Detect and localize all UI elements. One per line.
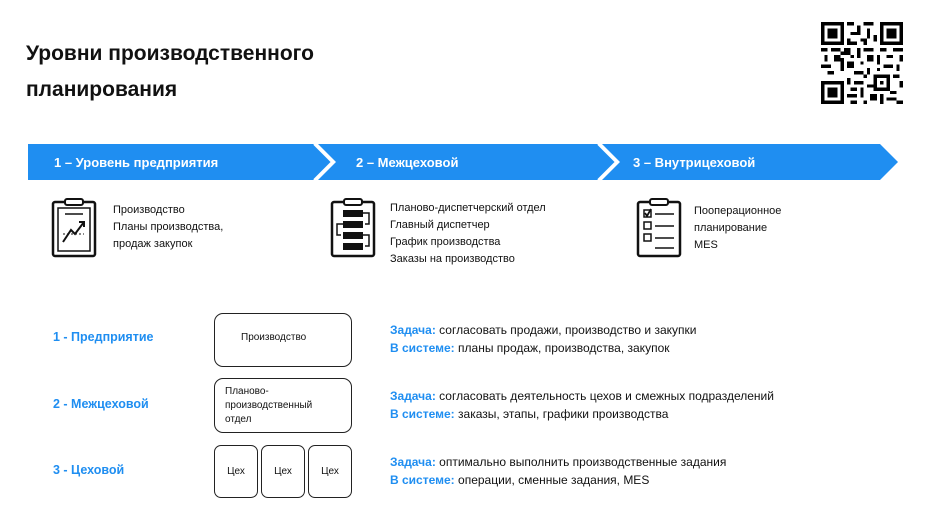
- system-text: операции, сменные задания, MES: [458, 473, 650, 487]
- shop-box: [261, 445, 305, 498]
- stage-label-2: 2 – Межцеховой: [356, 155, 459, 170]
- system-text: заказы, этапы, графики производства: [458, 407, 669, 421]
- task-key: Задача:: [390, 455, 436, 469]
- level-1-label: 1 - Предприятие: [53, 330, 154, 344]
- system-key: В системе:: [390, 407, 455, 421]
- system-text: планы продаж, производства, закупок: [458, 341, 670, 355]
- stage-1-line: Производство: [113, 204, 185, 216]
- stage-label-3: 3 – Внутрицеховой: [633, 155, 756, 170]
- task-key: Задача:: [390, 389, 436, 403]
- level-1-box-text: Производство: [241, 332, 307, 343]
- stage-3-line: Пооперационное: [694, 205, 782, 217]
- task-key: Задача:: [390, 323, 436, 337]
- shop-label: Цех: [274, 466, 292, 477]
- stage-label-1: 1 – Уровень предприятия: [54, 155, 219, 170]
- level-2-box: [214, 378, 352, 433]
- level-3-label: 3 - Цеховой: [53, 463, 125, 477]
- level-1-box: [214, 313, 352, 367]
- clipboard-flow-icon: [330, 198, 376, 258]
- stage-1-description: [113, 202, 223, 253]
- task-text: согласовать продажи, производство и закупки: [439, 323, 697, 337]
- stage-3-line: MES: [694, 239, 718, 251]
- system-key: В системе:: [390, 341, 455, 355]
- stage-3-line: планирование: [694, 222, 768, 234]
- shop-label: Цех: [227, 466, 245, 477]
- level-2-label: 2 - Межцеховой: [53, 397, 149, 411]
- stage-2-line: Заказы на производство: [390, 253, 515, 265]
- clipboard-checklist-icon: [636, 198, 682, 258]
- level-1-task: [390, 321, 696, 339]
- shop-box: [308, 445, 352, 498]
- level-2-task: [390, 387, 774, 405]
- task-text: оптимально выполнить производственные задания: [439, 455, 727, 469]
- shop-label: Цех: [321, 466, 339, 477]
- task-text: согласовать деятельность цехов и смежных подразделений: [439, 389, 774, 403]
- level-2-system: [390, 405, 668, 423]
- stage-2-line: Главный диспетчер: [390, 219, 490, 231]
- stage-2-line: График производства: [390, 236, 501, 248]
- stage-1-line: Планы производства,: [113, 221, 224, 233]
- page-title: Уровни производственного планирования: [26, 42, 314, 101]
- level-1-system: [390, 339, 670, 357]
- stage-1-line: продаж закупок: [113, 238, 193, 250]
- system-key: В системе:: [390, 473, 455, 487]
- level-3-system: [390, 471, 649, 489]
- level-3-task: [390, 453, 726, 471]
- qr-code: [821, 22, 903, 104]
- clipboard-chart-icon: [51, 198, 97, 258]
- stage-2-line: Планово-диспетчерский отдел: [390, 202, 546, 214]
- stage-2-description: [390, 200, 546, 268]
- level-2-box-text: Планово-производственный отдел: [225, 386, 313, 425]
- stage-3-description: [694, 203, 781, 254]
- shop-box: [214, 445, 258, 498]
